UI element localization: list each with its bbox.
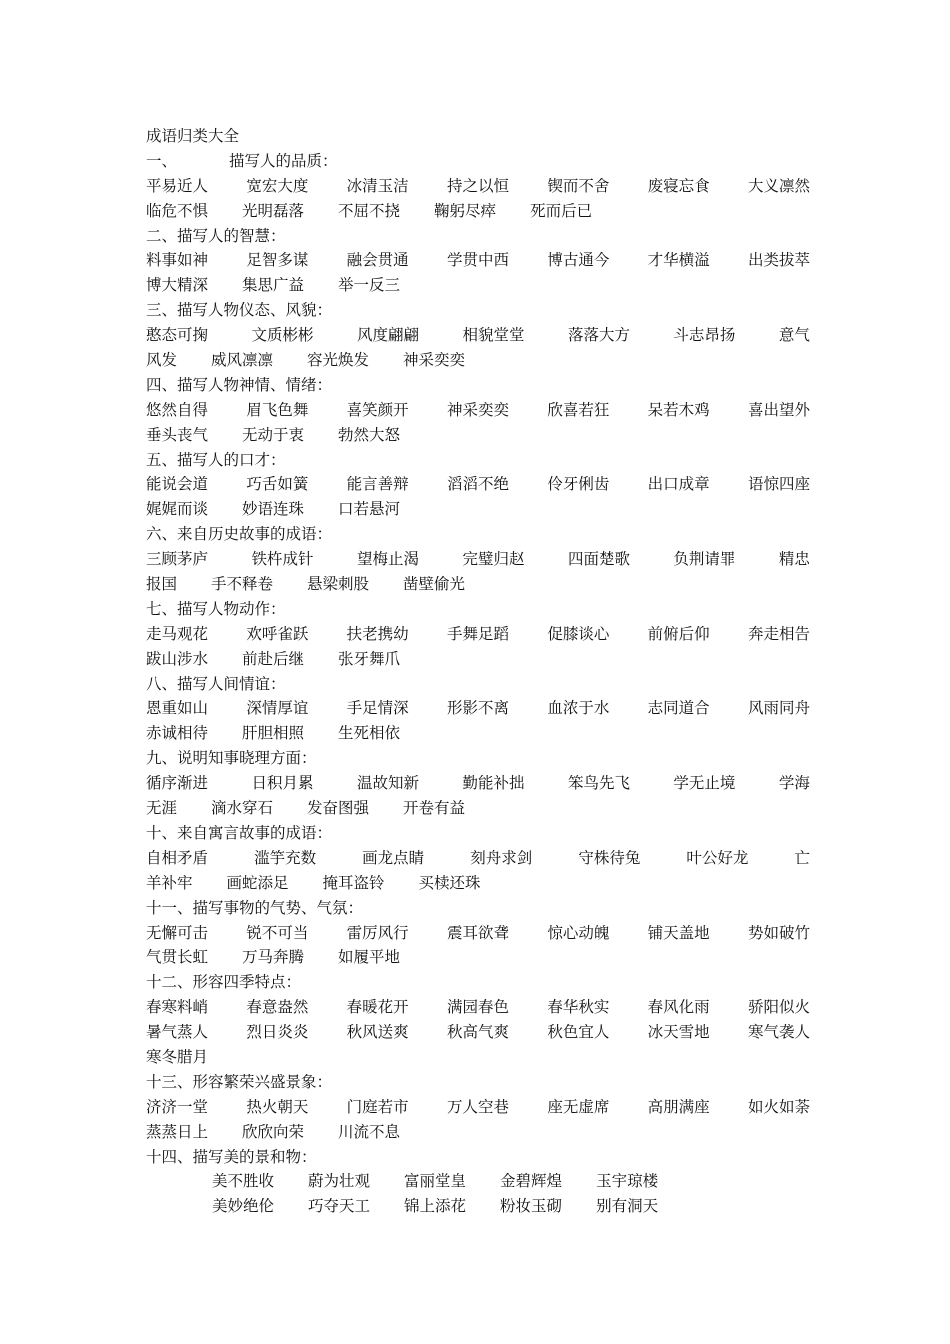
idiom-row xyxy=(146,174,810,199)
idiom: 美不胜收 xyxy=(212,1172,275,1191)
idiom-row xyxy=(146,572,810,597)
idiom: 循序渐进 xyxy=(146,774,209,793)
idiom: 羊补牢 xyxy=(146,873,193,892)
idiom: 跋山涉水 xyxy=(146,649,209,668)
idiom: 美妙绝伦 xyxy=(212,1197,275,1216)
idiom-row xyxy=(146,995,810,1020)
idiom-row xyxy=(146,323,810,348)
idiom: 买椟还珠 xyxy=(418,873,481,892)
idiom: 勤能补拙 xyxy=(462,774,525,793)
idiom: 秋高气爽 xyxy=(446,1023,509,1042)
idiom: 冰天雪地 xyxy=(647,1023,710,1042)
idiom: 寒冬腊月 xyxy=(146,1047,209,1066)
section-heading: 五、描写人的口才： xyxy=(146,450,286,469)
idiom: 画蛇添足 xyxy=(226,873,289,892)
idiom: 滴水穿石 xyxy=(211,799,274,818)
idiom: 蒸蒸日上 xyxy=(146,1122,209,1141)
idiom: 春暖花开 xyxy=(346,998,409,1017)
idiom: 临危不惧 xyxy=(146,201,209,220)
section-heading: 七、描写人物动作： xyxy=(146,599,286,618)
idiom: 富丽堂皇 xyxy=(404,1172,467,1191)
idiom: 肝胆相照 xyxy=(242,724,305,743)
idiom: 手舞足蹈 xyxy=(446,624,509,643)
idiom: 负荆请罪 xyxy=(673,550,736,569)
idiom: 风发 xyxy=(146,351,178,370)
idiom: 落落大方 xyxy=(567,326,630,345)
idiom: 守株待兔 xyxy=(578,848,641,867)
idiom: 喜出望外 xyxy=(747,400,810,419)
idiom: 掩耳盗铃 xyxy=(322,873,385,892)
idiom: 如履平地 xyxy=(338,948,401,967)
idiom: 金碧辉煌 xyxy=(500,1172,563,1191)
idiom: 前赴后继 xyxy=(242,649,305,668)
idiom: 伶牙俐齿 xyxy=(547,475,610,494)
idiom: 持之以恒 xyxy=(446,176,509,195)
idiom: 门庭若市 xyxy=(346,1097,409,1116)
idiom: 叶公好龙 xyxy=(686,848,749,867)
idiom: 无懈可击 xyxy=(146,923,209,942)
idiom: 张牙舞爪 xyxy=(338,649,401,668)
section-heading: 十、来自寓言故事的成语： xyxy=(146,823,333,842)
idiom: 集思广益 xyxy=(242,276,305,295)
idiom: 垂头丧气 xyxy=(146,425,209,444)
idiom-row xyxy=(146,472,810,497)
idiom: 才华横溢 xyxy=(647,251,710,270)
idiom: 日积月累 xyxy=(251,774,314,793)
idiom: 憨态可掬 xyxy=(146,326,209,345)
idiom: 融会贯通 xyxy=(346,251,409,270)
idiom: 口若悬河 xyxy=(338,500,401,519)
idiom: 料事如神 xyxy=(146,251,209,270)
idiom: 春寒料峭 xyxy=(146,998,209,1017)
idiom: 斗志昂扬 xyxy=(673,326,736,345)
idiom: 势如破竹 xyxy=(747,923,810,942)
idiom: 扶老携幼 xyxy=(346,624,409,643)
idiom: 济济一堂 xyxy=(146,1097,209,1116)
idiom: 春意盎然 xyxy=(246,998,309,1017)
idiom: 满园春色 xyxy=(446,998,509,1017)
idiom: 容光焕发 xyxy=(307,351,370,370)
idiom: 深情厚谊 xyxy=(246,699,309,718)
section-heading: 二、描写人的智慧： xyxy=(146,226,286,245)
idiom: 发奋图强 xyxy=(307,799,370,818)
idiom: 完璧归赵 xyxy=(462,550,525,569)
idiom: 震耳欲聋 xyxy=(446,923,509,942)
idiom: 铁杵成针 xyxy=(251,550,314,569)
idiom: 光明磊落 xyxy=(242,201,305,220)
idiom: 勃然大怒 xyxy=(338,425,401,444)
idiom: 促膝谈心 xyxy=(547,624,610,643)
idiom-row xyxy=(146,398,810,423)
idiom: 出类拔萃 xyxy=(747,251,810,270)
idiom: 悠然自得 xyxy=(146,400,209,419)
section-heading: 八、描写人间情谊： xyxy=(146,674,286,693)
document-body xyxy=(146,124,810,1219)
idiom: 意气 xyxy=(778,326,810,345)
section-heading: 十二、形容四季特点： xyxy=(146,973,302,992)
idiom: 奔走相告 xyxy=(747,624,810,643)
section-number: 一、 xyxy=(146,151,178,170)
document-title: 成语归类大全 xyxy=(146,127,240,145)
idiom: 学无止境 xyxy=(673,774,736,793)
idiom: 举一反三 xyxy=(338,276,401,295)
idiom: 雷厉风行 xyxy=(346,923,409,942)
idiom: 血浓于水 xyxy=(547,699,610,718)
idiom: 寒气袭人 xyxy=(747,1023,810,1042)
idiom: 三顾茅庐 xyxy=(146,550,209,569)
idiom: 锲而不舍 xyxy=(547,176,610,195)
idiom-row xyxy=(146,771,810,796)
idiom: 欣欣向荣 xyxy=(242,1122,305,1141)
section-title: 描写人的品质： xyxy=(229,151,338,170)
idiom: 蔚为壮观 xyxy=(308,1172,371,1191)
idiom: 不屈不挠 xyxy=(338,201,401,220)
idiom: 骄阳似火 xyxy=(747,998,810,1017)
idiom: 手足情深 xyxy=(346,699,409,718)
idiom: 惊心动魄 xyxy=(547,923,610,942)
idiom: 烈日炎炎 xyxy=(246,1023,309,1042)
idiom: 热火朝天 xyxy=(246,1097,309,1116)
idiom: 巧夺天工 xyxy=(308,1197,371,1216)
idiom-row xyxy=(146,273,810,298)
idiom: 锐不可当 xyxy=(246,923,309,942)
idiom: 无动于衷 xyxy=(242,425,305,444)
idiom: 四面楚歌 xyxy=(567,550,630,569)
idiom: 平易近人 xyxy=(146,176,209,195)
idiom: 刻舟求剑 xyxy=(470,848,533,867)
section-heading: 十一、描写事物的气势、气氛： xyxy=(146,898,364,917)
idiom: 粉妆玉砌 xyxy=(500,1197,563,1216)
idiom: 威风凛凛 xyxy=(211,351,274,370)
idiom: 风度翩翩 xyxy=(356,326,419,345)
idiom: 大义凛然 xyxy=(747,176,810,195)
idiom: 眉飞色舞 xyxy=(246,400,309,419)
idiom: 画龙点睛 xyxy=(362,848,425,867)
idiom: 温故知新 xyxy=(356,774,419,793)
idiom: 万马奔腾 xyxy=(242,948,305,967)
idiom-row xyxy=(146,1169,810,1194)
idiom: 走马观花 xyxy=(146,624,209,643)
idiom: 出口成章 xyxy=(647,475,710,494)
idiom: 学海 xyxy=(778,774,810,793)
section-heading: 十三、形容繁荣兴盛景象： xyxy=(146,1072,333,1091)
idiom-row xyxy=(146,721,810,746)
section-heading: 三、描写人物仪态、风貌： xyxy=(146,301,333,320)
idiom: 学贯中西 xyxy=(446,251,509,270)
idiom-row xyxy=(146,696,810,721)
idiom: 宽宏大度 xyxy=(246,176,309,195)
idiom-row xyxy=(146,1020,810,1045)
idiom: 玉宇琼楼 xyxy=(596,1172,659,1191)
idiom: 高朋满座 xyxy=(647,1097,710,1116)
idiom-row xyxy=(146,1045,810,1070)
idiom-row xyxy=(146,248,810,273)
idiom: 能说会道 xyxy=(146,475,209,494)
idiom: 凿壁偷光 xyxy=(403,575,466,594)
idiom: 座无虚席 xyxy=(547,1097,610,1116)
idiom: 春风化雨 xyxy=(647,998,710,1017)
idiom-row xyxy=(146,1120,810,1145)
idiom: 娓娓而谈 xyxy=(146,500,209,519)
idiom: 喜笑颜开 xyxy=(346,400,409,419)
idiom-row xyxy=(146,871,810,896)
idiom: 手不释卷 xyxy=(211,575,274,594)
idiom: 生死相依 xyxy=(338,724,401,743)
idiom: 风雨同舟 xyxy=(747,699,810,718)
section-heading xyxy=(146,149,810,174)
idiom: 别有洞天 xyxy=(596,1197,659,1216)
idiom: 文质彬彬 xyxy=(251,326,314,345)
idiom: 神采奕奕 xyxy=(446,400,509,419)
idiom-row xyxy=(146,622,810,647)
idiom: 呆若木鸡 xyxy=(647,400,710,419)
idiom: 语惊四座 xyxy=(747,475,810,494)
section-heading: 四、描写人物神情、情绪： xyxy=(146,375,333,394)
idiom-row xyxy=(146,497,810,522)
idiom: 志同道合 xyxy=(647,699,710,718)
idiom-row xyxy=(146,921,810,946)
idiom: 川流不息 xyxy=(338,1122,401,1141)
idiom: 巧舌如簧 xyxy=(246,475,309,494)
idiom: 神采奕奕 xyxy=(403,351,466,370)
idiom: 鞠躬尽瘁 xyxy=(434,201,497,220)
idiom-row xyxy=(146,647,810,672)
idiom: 气贯长虹 xyxy=(146,948,209,967)
idiom-row xyxy=(146,945,810,970)
idiom: 妙语连珠 xyxy=(242,500,305,519)
idiom: 冰清玉洁 xyxy=(346,176,409,195)
idiom-row xyxy=(146,348,810,373)
idiom-row xyxy=(146,547,810,572)
idiom: 废寝忘食 xyxy=(647,176,710,195)
idiom-row xyxy=(146,199,810,224)
idiom: 报国 xyxy=(146,575,178,594)
idiom-row xyxy=(146,423,810,448)
idiom: 悬梁刺股 xyxy=(307,575,370,594)
idiom: 春华秋实 xyxy=(547,998,610,1017)
idiom: 开卷有益 xyxy=(403,799,466,818)
idiom: 能言善辩 xyxy=(346,475,409,494)
idiom: 前俯后仰 xyxy=(647,624,710,643)
idiom-row xyxy=(146,796,810,821)
section-heading: 十四、描写美的景和物： xyxy=(146,1147,317,1166)
idiom: 无涯 xyxy=(146,799,178,818)
idiom: 恩重如山 xyxy=(146,699,209,718)
idiom: 自相矛盾 xyxy=(146,848,209,867)
idiom: 博大精深 xyxy=(146,276,209,295)
idiom: 滥竽充数 xyxy=(254,848,317,867)
idiom: 秋色宜人 xyxy=(547,1023,610,1042)
idiom: 死而后已 xyxy=(530,201,593,220)
idiom: 暑气蒸人 xyxy=(146,1023,209,1042)
idiom: 万人空巷 xyxy=(446,1097,509,1116)
idiom: 铺天盖地 xyxy=(647,923,710,942)
idiom-row xyxy=(146,846,810,871)
idiom: 秋风送爽 xyxy=(346,1023,409,1042)
idiom: 相貌堂堂 xyxy=(462,326,525,345)
idiom: 精忠 xyxy=(778,550,810,569)
idiom: 欢呼雀跃 xyxy=(246,624,309,643)
idiom: 如火如荼 xyxy=(747,1097,810,1116)
idiom: 赤诚相待 xyxy=(146,724,209,743)
idiom-row xyxy=(146,1194,810,1219)
idiom: 博古通今 xyxy=(547,251,610,270)
idiom: 滔滔不绝 xyxy=(446,475,509,494)
idiom: 亡 xyxy=(794,848,810,867)
idiom: 形影不离 xyxy=(446,699,509,718)
idiom: 欣喜若狂 xyxy=(547,400,610,419)
idiom: 锦上添花 xyxy=(404,1197,467,1216)
idiom: 足智多谋 xyxy=(246,251,309,270)
section-heading: 六、来自历史故事的成语： xyxy=(146,525,333,544)
idiom-row xyxy=(146,1095,810,1120)
idiom: 望梅止渴 xyxy=(356,550,419,569)
section-heading: 九、说明知事晓理方面： xyxy=(146,749,317,768)
idiom: 笨鸟先飞 xyxy=(567,774,630,793)
